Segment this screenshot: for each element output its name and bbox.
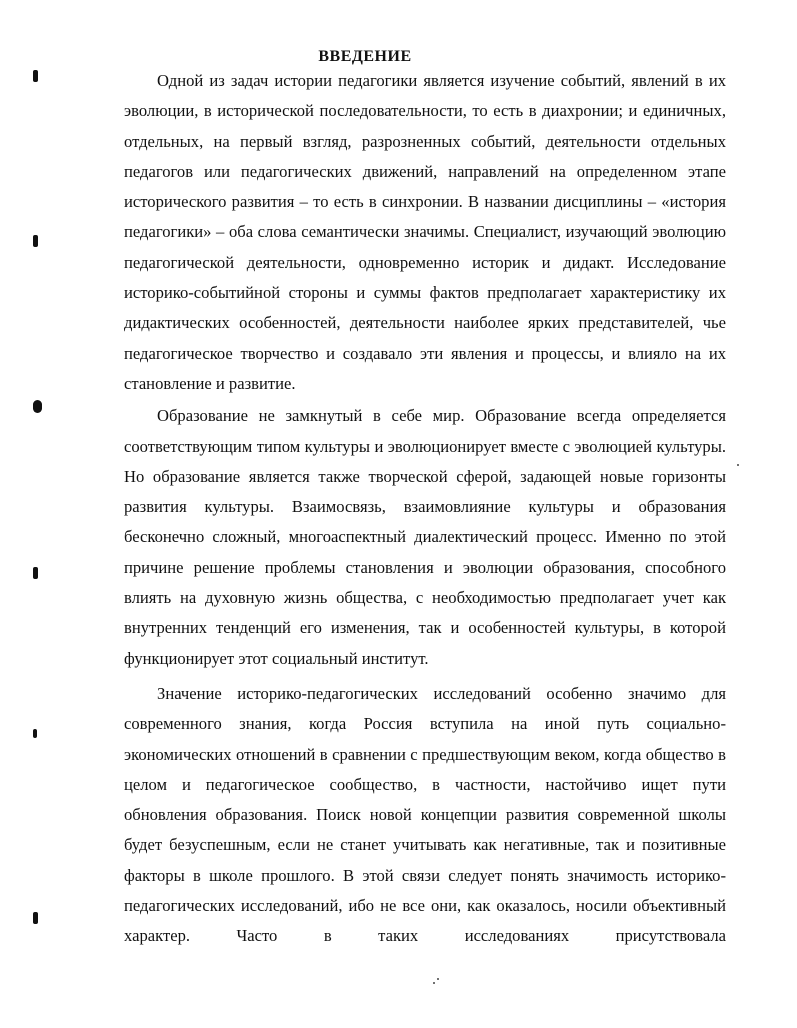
binding-mark <box>33 400 42 413</box>
scan-speck <box>437 978 439 980</box>
binding-mark <box>33 70 38 82</box>
scan-speck <box>737 464 739 466</box>
binding-mark <box>33 729 37 738</box>
page-title: ВВЕДЕНИЕ <box>318 48 412 65</box>
scan-speck <box>433 982 435 984</box>
paragraph-2: Образование не замкнутый в себе мир. Образование всегда определяется соответствующим типом культуры и эволюционирует вместе с эволюцией культуры. Но образование является также творческой сферой, задающей новые горизонты развития культуры. Взаимосвязь, взаимовлияние культуры и образования бесконечно сложный, многоаспектный диалектический процесс. Именно по этой причине решение проблемы становления и эволюции образования, способного влиять на духовную жизнь общества, с необходимостью предполагает учет как внутренних тенденций его изменения, так и особенностей культуры, в которой функционирует этот социальный институт. <box>124 406 726 668</box>
body-text <box>124 66 726 952</box>
paragraph-1: Одной из задач истории педагогики является изучение событий, явлений в их эволюции, в исторической последовательности, то есть в диахронии; и единичных, отдельных, на первый взгляд, разрозненных событий, деятельности отдельных педагогов или педагогических движений, направлений на определенном этапе исторического развития – то есть в синхронии. В названии дисциплины – «история педагогики» – оба слова семантически значимы. Специалист, изучающий эволюцию педагогической деятельности, одновременно историк и дидакт. Исследование историко-событийной стороны и суммы фактов предполагает характеристику их дидактических особенностей, деятельности наиболее ярких представителей, чье педагогическое творчество и создавало эти явления и процессы, и влияло на их становление и развитие. <box>124 71 726 393</box>
binding-mark <box>33 567 38 579</box>
binding-mark <box>33 235 38 247</box>
paragraph-3: Значение историко-педагогических исследований особенно значимо для современного знания, когда Россия вступила на иной путь социально-экономических отношений в сравнении с предшествующим веком, когда общество в целом и педагогическое сообщество, в частности, настойчиво ищет пути обновления образования. Поиск новой концепции развития современной школы будет безуспешным, если не станет учитывать как негативные, так и позитивные факторы в школе прошлого. В этой связи следует понять значимость историко-педагогических исследований, ибо не все они, как оказалось, носили объективный характер. Часто в таких исследованиях присутствовала <box>124 683 726 946</box>
binding-mark <box>33 912 38 924</box>
